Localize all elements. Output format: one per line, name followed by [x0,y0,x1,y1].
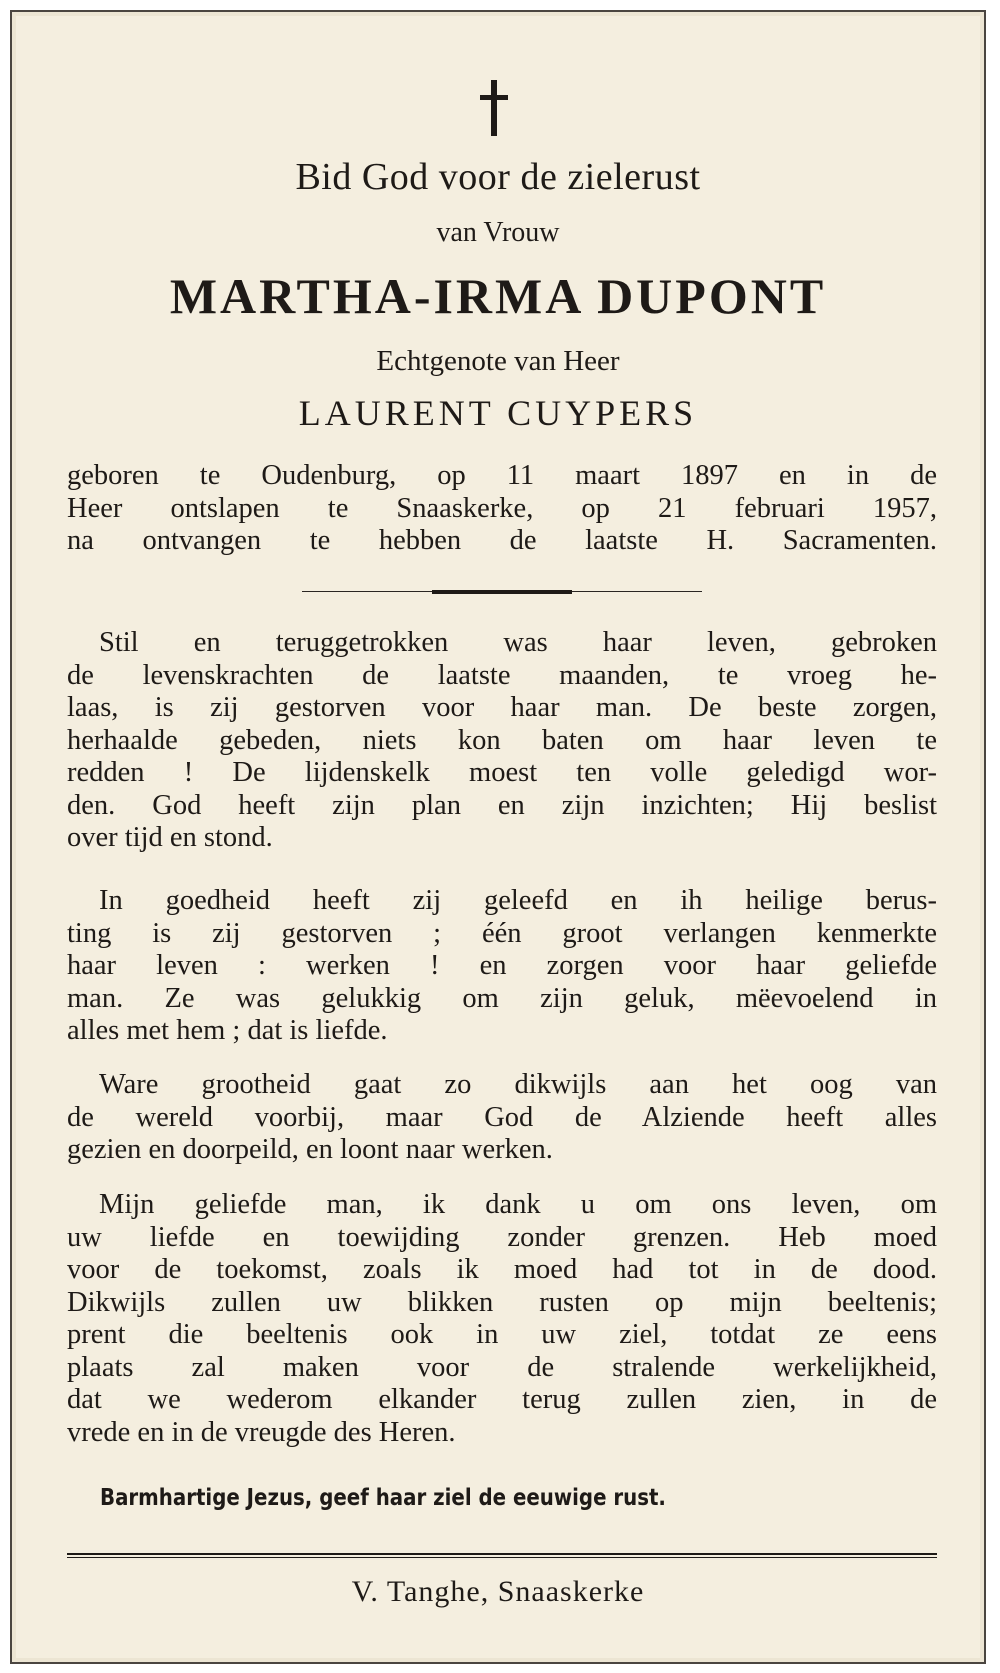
van-vrouw-label: van Vrouw [436,217,560,248]
text-line: prent die beeltenis ook in uw ziel, totdat ze eens [67,1319,937,1350]
text-line: voor de toekomst, zoals ik moed had tot in de dood. [67,1254,937,1285]
text-line: de wereld voorbij, maar God de Alziende heeft alles [67,1101,937,1133]
text-line: Stil en teruggetrokken was haar leven, gebroken [99,627,937,658]
text-line: Heer ontslapen te Snaaskerke, op 21 februari 1957, [67,492,937,524]
text-line: gezien en doorpeild, en loont naar werken. [67,1134,553,1165]
text-line: Mijn geliefde man, ik dank u om ons leven, om [99,1189,937,1220]
rule-line [67,1557,937,1558]
text-line: geboren te Oudenburg, op 11 maart 1897 en in de [67,460,937,491]
memorial-card [10,10,986,1664]
text-line: na ontvangen te hebben de laatste H. Sacramenten. [67,525,937,556]
text-line: laas, is zij gestorven voor haar man. De beste zorgen, [67,692,937,723]
text-line: de levenskrachten de laatste maanden, te vroeg he- [67,659,937,691]
text-line: man. Ze was gelukkig om zijn geluk, mëevoelend in [67,982,937,1014]
text-line: Dikwijls zullen uw blikken rusten op mijn beeltenis; [67,1286,937,1318]
text-line: plaats zal maken voor de stralende werkelijkheid, [67,1351,937,1383]
paragraph-2 [67,885,937,1048]
text-line: alles met hem ; dat is liefde. [67,1015,388,1046]
text-line: dat we wederom elkander terug zullen zien, in de [67,1384,937,1415]
deceased-name: MARTHA-IRMA DUPONT [169,268,827,324]
husband-name: LAURENT CUYPERS [298,393,698,433]
text-line: redden ! De lijdenskelk moest ten volle geledigd wor- [67,757,937,788]
text-line: ting is zij gestorven ; één groot verlangen kenmerkte [67,917,937,949]
divider-thick-line [432,590,572,594]
footer-double-rule [67,1553,937,1558]
text-line: haar leven : werken ! en zorgen voor haar geliefde [67,950,937,981]
birth-death-statement [67,460,937,558]
text-line: Ware grootheid gaat zo dikwijls aan het oog van [99,1069,937,1100]
text-line: uw liefde en toewijding zonder grenzen. Heb moed [67,1221,937,1253]
paragraph-3 [67,1069,937,1167]
paragraph-1 [67,627,937,855]
rule-line [67,1553,937,1555]
closing-prayer: Barmhartige Jezus, geef haar ziel de eeuwige rust. [100,1485,666,1511]
text-line: over tijd en stond. [67,822,273,853]
spouse-relation-label: Echtgenote van Heer [376,345,620,377]
prayer-heading: Bid God voor de zielerust [295,156,701,198]
latin-cross-icon [474,78,514,138]
printer-imprint: V. Tanghe, Snaaskerke [351,1575,645,1608]
text-line: In goedheid heeft zij geleefd en ih heilige berus- [99,885,937,916]
ornamental-divider [302,590,702,593]
text-line: vrede en in de vreugde des Heren. [67,1416,456,1448]
paragraph-4 [67,1189,937,1449]
text-line: herhaalde gebeden, niets kon baten om haar leven te [67,724,937,756]
text-line: den. God heeft zijn plan en zijn inzichten; Hij beslist [67,789,937,821]
